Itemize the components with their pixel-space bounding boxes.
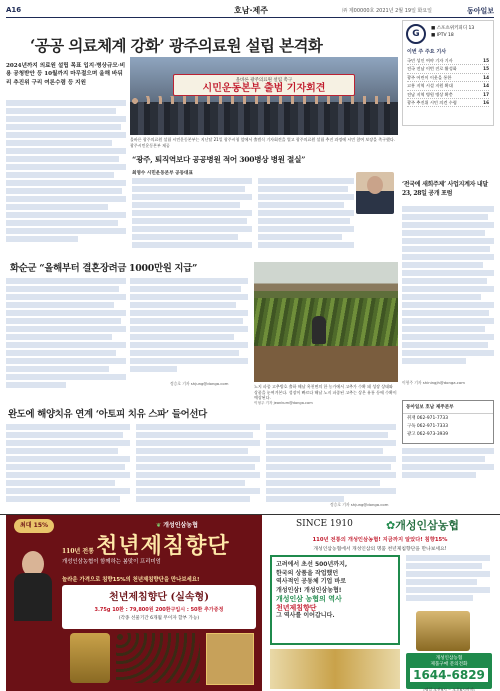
contact-value: 062-971-7733 <box>416 416 448 421</box>
ad-phone-note: (평일 오전9시 ~ 오후6시까지) <box>423 687 475 691</box>
contact-box <box>402 400 494 444</box>
right-story-byline: 이형주 기자 shiningjh@donga.com <box>402 380 465 385</box>
ad-tag1: 110년 전통의 개성인삼농협! 지금까지 알았다! 침향15% <box>312 537 448 543</box>
ad-product-box <box>62 585 256 629</box>
side-index-list <box>407 57 489 107</box>
ginseng-logo-icon: ✿ <box>386 519 396 532</box>
quote-portrait <box>356 172 394 214</box>
ad-history-line: 역사적인 공동체 기업 바로 <box>276 578 347 585</box>
right-story-body <box>402 206 494 376</box>
index-row-text: 고흥 지역 시설 지원 확대 <box>407 83 453 89</box>
ad-right-panel[interactable] <box>266 515 494 691</box>
photo-banner-line1: 올바른 광주의료원 설립 촉구 <box>235 78 293 84</box>
ad-brand-small <box>156 520 198 529</box>
index-row-text: 광주 어린이 이웃을 통한 <box>407 74 452 80</box>
ad-tag2: 개성인삼농협에서 개성인삼의 명품 천년제침향단을 만나보세요! <box>313 547 447 552</box>
ad-badge: 최대 15% <box>14 519 54 533</box>
contact-key: 구독 <box>407 424 416 429</box>
ad-person <box>10 551 56 621</box>
contact-key: 광고 <box>407 432 416 437</box>
index-link[interactable]: ■ IPTV 18 <box>431 33 454 38</box>
story3-body <box>6 424 130 508</box>
story3-byline: 정승호 기자 shjung@donga.com <box>330 502 389 507</box>
index-row[interactable] <box>407 91 489 99</box>
index-row-page: 17 <box>483 91 489 97</box>
ad-history-tail: 그 역사를 이어갑니다. <box>276 612 335 619</box>
contact-value: 062-971-7333 <box>416 424 448 429</box>
page-number: A16 <box>6 6 22 14</box>
index-link-label: 스포츠위키피디 13 <box>436 26 475 31</box>
index-row-page: 15 <box>483 66 489 72</box>
index-row-page: 14 <box>483 83 489 89</box>
ad-brand-text: 개성인삼농협 <box>163 522 198 529</box>
story3-headline: 완도에 해양치유 연계 ‘아토피 치유 스파’ 들어선다 <box>8 409 207 420</box>
story3-body-3 <box>266 424 396 508</box>
field-photo <box>254 262 398 382</box>
section-title: 호남·제주 <box>234 6 268 15</box>
main-photo <box>130 57 398 135</box>
index-link[interactable]: ■ 스포츠위키피디 13 <box>431 26 475 31</box>
ad-title: 천년제침향단 <box>96 533 230 559</box>
story2-byline: 정승호 기자 shjung@donga.com <box>170 381 229 386</box>
photo-caption: 올바른 광주의료원 설립 시민운동본부는 지난달 21일 광주시청 앞에서 출범식 기자회견을 열고 광주의료원 설립 추진 과정에 시민 참여 보장을 촉구했다. 광주시민운동본부 제공 <box>130 137 395 148</box>
quote-byline: 최영수 시민운동본부 공동대표 <box>132 171 193 176</box>
ad-history-highlight: 개성인삼 농협의 역사 <box>276 595 342 603</box>
field-photo-caption: 노지 파종 고추방호 출하 해남 옥천면의 한 농가에서 고추가 수확 돼 성장 상태와 상품을 눈여겨본다. 성장이 빠르다 해남 노지 파종된 고추는 상온 유통 등에 수확이 예상된다. <box>254 384 397 400</box>
contact-box-footer <box>402 448 494 508</box>
index-row-text: 광주 추진위 시민 의견 수렴 <box>407 100 457 106</box>
side-index-links <box>431 25 474 39</box>
index-row-page: 15 <box>483 58 489 63</box>
advertisement <box>0 514 500 691</box>
photo-crowd <box>130 102 398 135</box>
side-index-title: 이번 주 주요 기사 <box>407 49 447 55</box>
quote-body <box>132 178 252 248</box>
ginseng-leaf-icon: ❦ <box>156 522 162 529</box>
index-row-page: 16 <box>483 100 489 106</box>
right-story-headline-text: ‘전국에 새희주제’ 사업지계자 내달 23, 28일 공개 포럼 <box>402 181 488 197</box>
ad-left-panel[interactable] <box>6 515 262 691</box>
index-link-label: IPTV 18 <box>436 33 454 38</box>
contact-row <box>403 414 493 422</box>
ad-product-headline: 천년제침향단 (실속형) <box>109 592 209 603</box>
story2-body-2 <box>130 278 248 390</box>
farmer-figure <box>312 316 326 344</box>
index-row-text: 전국 전남 이번 진로 활성화 <box>407 66 457 72</box>
ad-history-line: 고려에서 초선 500년까지, <box>276 561 348 568</box>
contact-row <box>403 430 493 438</box>
index-row[interactable] <box>407 99 489 107</box>
ad-title-sub: 110년 전통 <box>62 548 97 555</box>
story3-body-2 <box>136 424 260 508</box>
page-header <box>6 4 494 18</box>
story2-body <box>6 278 126 390</box>
field-photo-credit: 이형주 기자 jeonkum@donga.com <box>254 401 313 405</box>
ad-history-box <box>270 555 400 645</box>
ad-phone-label: 개성인삼농협 <box>435 656 463 661</box>
ad-box-product <box>206 633 254 685</box>
quote-headline: “광주, 퇴직역보다 공공병원 적어 300병상 병원 절실” <box>132 155 306 164</box>
ad-history-line: 한국의 상품을 작업했던 <box>276 569 339 577</box>
index-row-page: 14 <box>483 74 489 80</box>
index-row[interactable] <box>407 74 489 82</box>
story2-headline: 화순군 “올해부터 결혼장려금 1000만원 지급” <box>10 263 198 274</box>
index-row[interactable] <box>407 82 489 90</box>
ad-side-text <box>406 555 490 613</box>
ad-product-note: (각종 선물기간 6개월 무이자 할부 가능) <box>118 616 200 621</box>
ad-phone-sub: 제품구매 문의전화 <box>430 662 468 667</box>
ad-title-row <box>62 529 230 560</box>
index-row-text: 전남 지역 병원 병상 확충 <box>407 91 453 97</box>
ad-phone-number: 1644-6829 <box>410 668 488 682</box>
ad-product-jar <box>70 633 110 683</box>
main-headline: ‘공공 의료체계 강화’ 광주의료원 설립 본격화 <box>30 36 323 55</box>
contact-value: 062-973-3939 <box>416 432 448 437</box>
contact-key: 취재 <box>407 416 416 421</box>
contact-box-title: 동아일보 호남 제주본부 <box>403 401 493 414</box>
right-story-headline <box>402 180 494 198</box>
index-row-text: 국민 성인 여야 기자 기사 <box>407 58 453 63</box>
ad-history-line: 개성인삼! 개성인삼농협! <box>276 586 342 594</box>
ad-pills <box>116 633 200 683</box>
side-index <box>402 20 494 126</box>
ad-history-highlight2: 천년제침향단 <box>276 603 317 612</box>
ad-product-image <box>416 611 470 651</box>
article-lede: 2024년까지 의료원 설립 목표 입지·병상규모·비용 공청받안 등 10월까지 마무절으며 올해 바뒤리 추진위 구리 여론수렴 등 지원 <box>6 63 126 86</box>
photo-banner <box>173 74 355 96</box>
ad-subbanner: 개성인삼농협이 함께하는 봄맞이 프리미엄 <box>62 559 161 565</box>
index-row[interactable] <box>407 57 489 65</box>
side-index-logo: G <box>406 24 426 44</box>
ad-desc: 놀라운 가격으로 침향15%의 천년제침향단을 만나보세요! <box>62 577 200 583</box>
article-body-left <box>6 100 126 246</box>
newspaper-name: 동아일보 <box>466 7 494 15</box>
issue-meta: ㈜ 제00000호 2021년 2월 19일 화요일 <box>342 8 432 14</box>
ad-right-brand <box>386 517 459 533</box>
quote-body-2 <box>258 178 354 248</box>
photo-banner-line2: 시민운동본부 출범 기자회견 <box>202 83 326 95</box>
ad-since: SINCE 1910 <box>296 519 353 529</box>
contact-row <box>403 422 493 430</box>
index-row[interactable] <box>407 65 489 73</box>
ad-phone-box[interactable] <box>406 653 492 689</box>
ad-product-photo <box>270 649 400 689</box>
ad-product-price: 3.75g 10환 : 79,800원 200환구입시 : 50환 추가증정 <box>94 607 224 613</box>
ad-right-brand-text: 개성인삼농협 <box>395 519 459 532</box>
